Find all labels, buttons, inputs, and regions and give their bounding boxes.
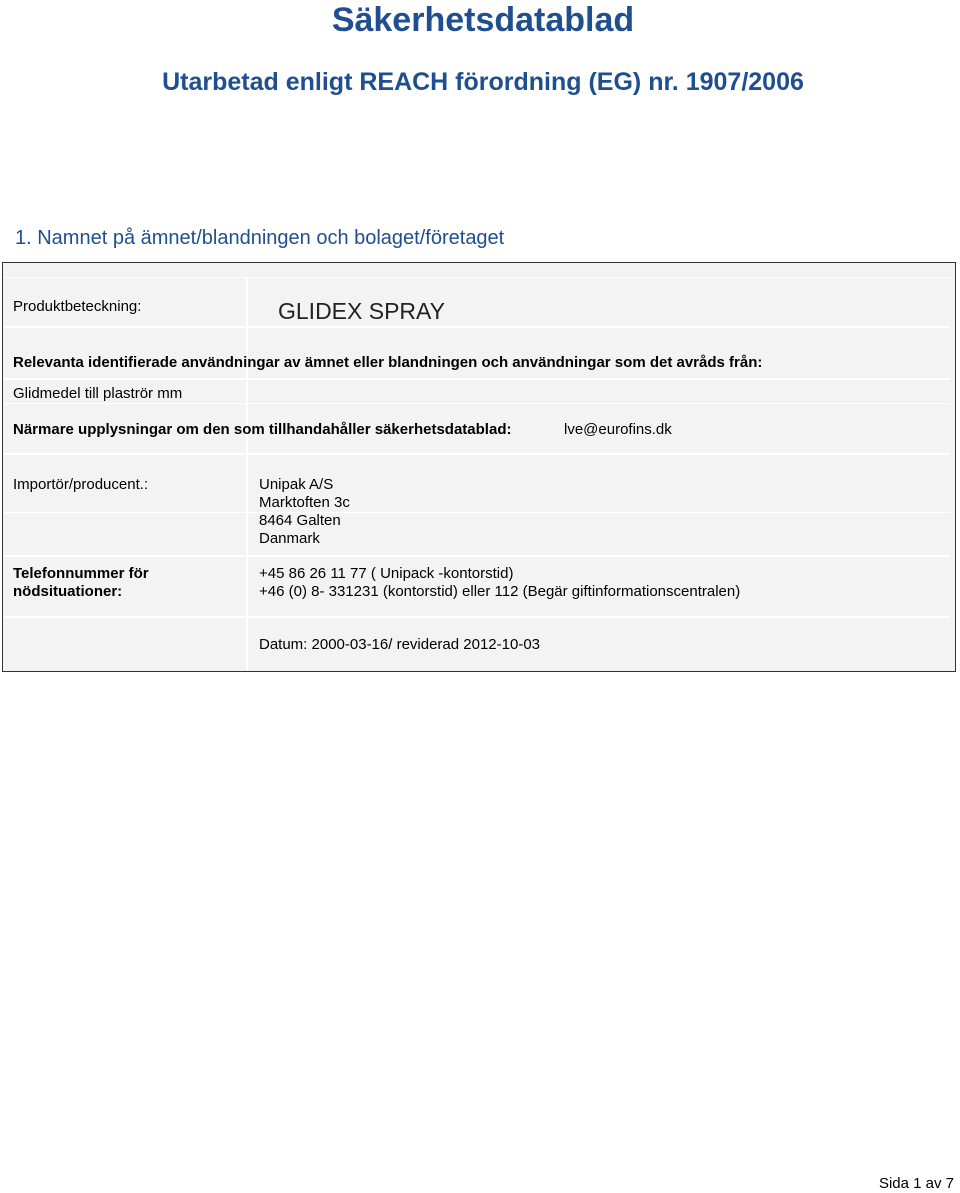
- importer-address: [259, 476, 350, 548]
- supplier-email: lve@eurofins.dk: [564, 421, 672, 438]
- row-divider: [4, 453, 950, 455]
- supplier-info-label: Närmare upplysningar om den som tillhandahåller säkerhetsdatablad:: [13, 421, 512, 438]
- row-divider: [4, 277, 950, 278]
- emergency-label: [13, 565, 149, 601]
- row-divider: [4, 326, 950, 328]
- importer-label: Importör/producent.:: [13, 476, 149, 493]
- section-1-heading: 1. Namnet på ämnet/blandningen och bolaget/företaget: [15, 227, 505, 249]
- importer-line: Unipak A/S: [259, 476, 334, 493]
- importer-line: 8464 Galten: [259, 512, 341, 529]
- emergency-number-line: +46 (0) 8- 331231 (kontorstid) eller 112 (Begär giftinformationscentralen): [259, 583, 741, 600]
- emergency-numbers: [259, 565, 740, 601]
- importer-line: Marktoften 3c: [259, 494, 350, 511]
- section-1-box: [2, 262, 956, 672]
- row-divider: [4, 403, 950, 404]
- emergency-label-line: Telefonnummer för: [13, 565, 149, 582]
- uses-label: Relevanta identifierade användningar av ämnet eller blandningen och användningar som det avråds från:: [13, 354, 763, 371]
- row-divider: [4, 378, 950, 380]
- row-divider: [4, 555, 950, 557]
- emergency-number-line: +45 86 26 11 77 ( Unipack -kontorstid): [259, 565, 514, 582]
- column-divider: [246, 278, 248, 670]
- uses-value: Glidmedel till plaströr mm: [13, 385, 183, 402]
- product-label: Produktbeteckning:: [13, 298, 142, 315]
- page-number: Sida 1 av 7: [878, 1175, 954, 1192]
- product-name: GLIDEX SPRAY: [278, 298, 446, 324]
- document-subtitle: Utarbetad enligt REACH förordning (EG) nr. 1907/2006: [162, 68, 804, 96]
- row-divider: [4, 512, 950, 513]
- revision-date: Datum: 2000-03-16/ reviderad 2012-10-03: [259, 636, 541, 653]
- importer-line: Danmark: [259, 530, 320, 547]
- document-title: Säkerhetsdatablad: [331, 1, 635, 39]
- emergency-label-line: nödsituationer:: [13, 583, 123, 600]
- row-divider: [4, 616, 950, 618]
